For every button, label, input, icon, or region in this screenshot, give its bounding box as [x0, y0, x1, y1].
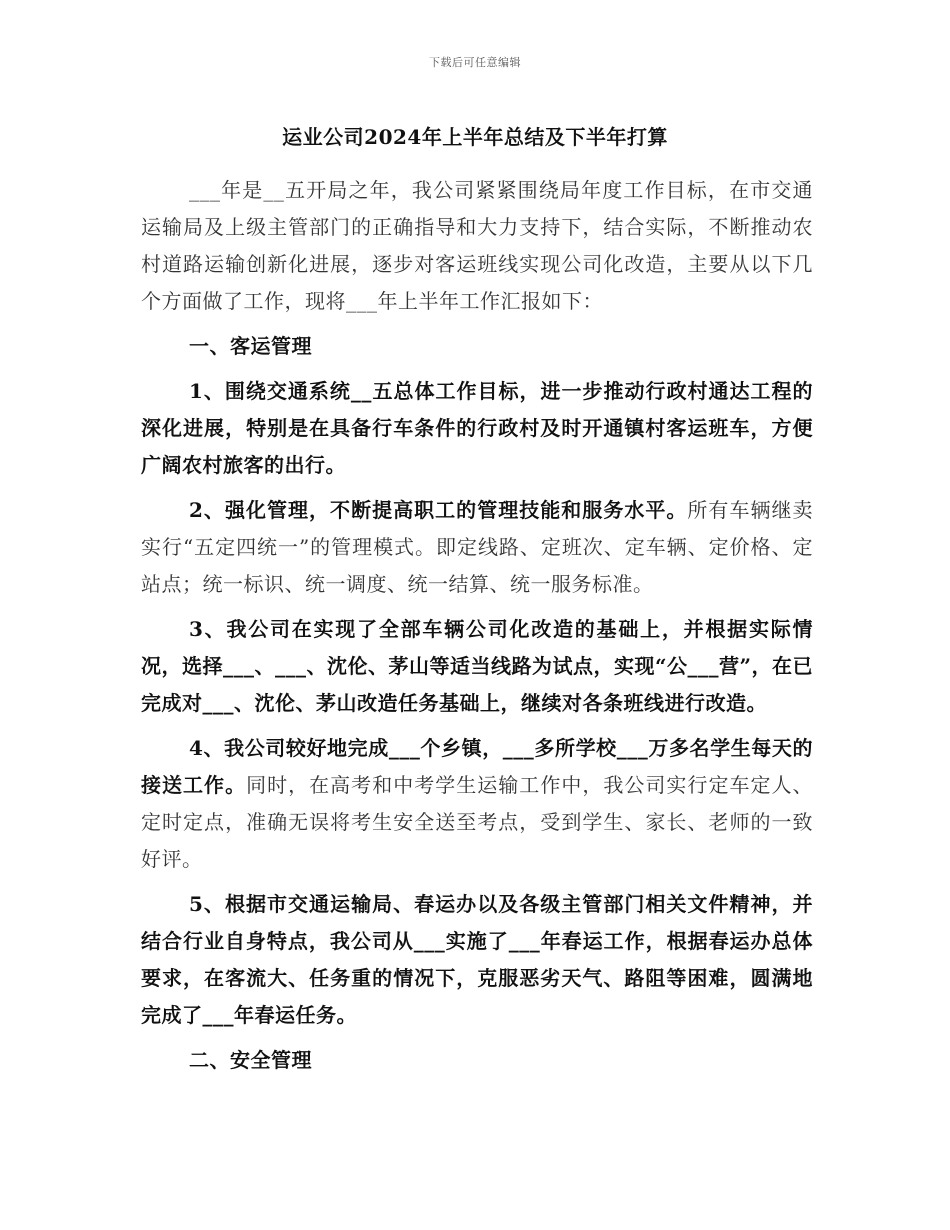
item-3-paragraph: 3、我公司在实现了全部车辆公司化改造的基础上，并根据实际情况，选择___、___、沈伦、茅山等适当线路为试点，实现“公___营”，在已完成对___、沈伦、茅山改造任务基础上，继续对各条班线进行改造。 [141, 617, 814, 715]
item-2-body: 所有车辆继卖实行“五定四统一”的管理模式。即定线路、定班次、定车辆、定价格、定站点；统一标识、统一调度、统一结算、统一服务标准。 [141, 498, 814, 596]
section-heading-safety: 二、安全管理 [189, 1048, 312, 1072]
header-note: 下载后可任意编辑 [429, 56, 521, 69]
item-4-body: 同时，在高考和中考学生运输工作中，我公司实行定车定人、定时定点，准确无误将考生安全送至考点，受到学生、家长、老师的一致好评。 [141, 773, 814, 871]
document-body [141, 172, 813, 1079]
intro-paragraph: ___年是__五开局之年，我公司紧紧围绕局年度工作目标，在市交通运输局及上级主管部门的正确指导和大力支持下，结合实际，不断推动农村道路运输创新化进展，逐步对客运班线实现公司化改造，主要从以下几个方面做了工作，现将___年上半年工作汇报如下： [141, 178, 813, 313]
item-4-paragraph [141, 730, 813, 878]
document-title: 运业公司2024年上半年总结及下半年打算 [282, 125, 668, 149]
item-2-paragraph [141, 492, 813, 603]
item-5-paragraph: 5、根据市交通运输局、春运办以及各级主管部门相关文件精神，并结合行业自身特点，我公司从___实施了___年春运工作，根据春运办总体要求，在客流大、任务重的情况下，克服恶劣天气、路阻等困难，圆满地完成了___年春运任务。 [141, 892, 813, 1027]
item-4-lead: 4、我公司较好地完成___个乡镇，___多所学校___万多名学生每天的接送工作。 [141, 736, 813, 797]
item-2-lead: 2、强化管理，不断提高职工的管理技能和服务水平。 [189, 498, 688, 522]
section-heading-passenger: 一、客运管理 [189, 334, 312, 358]
item-1-paragraph: 1、围绕交通系统__五总体工作目标，进一步推动行政村通达工程的深化进展，特别是在具备行车条件的行政村及时开通镇村客运班车，方便广阔农村旅客的出行。 [141, 379, 813, 477]
